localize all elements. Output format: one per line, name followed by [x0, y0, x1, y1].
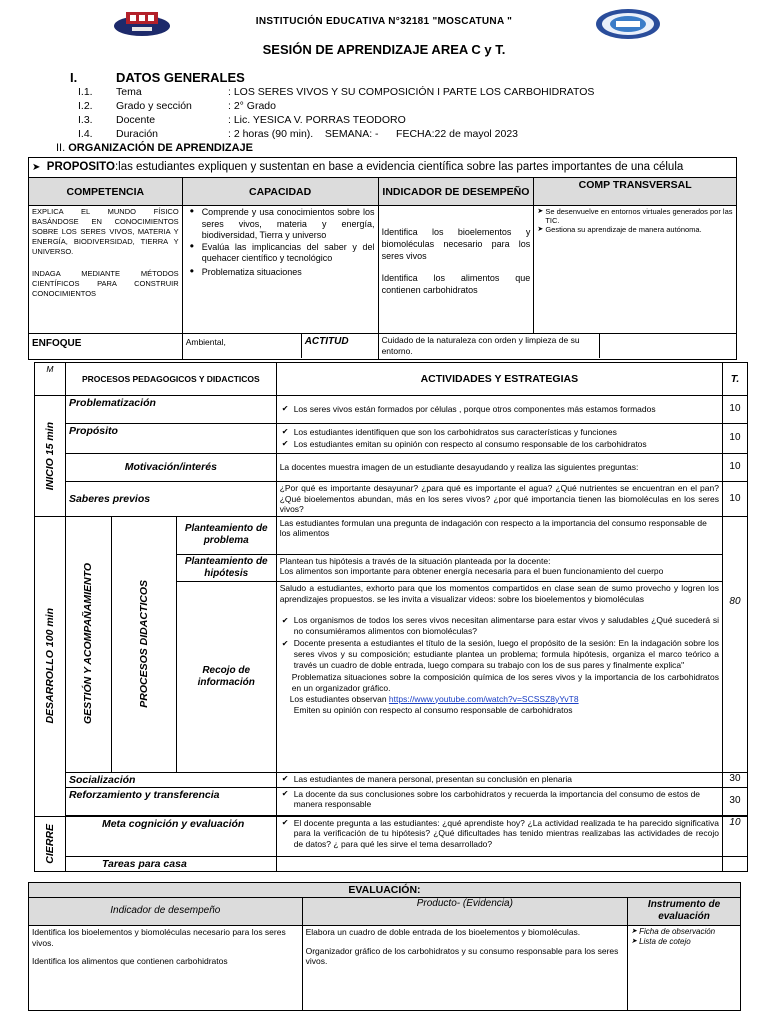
activities-table: [34, 362, 748, 872]
section-organizacion: [56, 142, 253, 154]
motivacion-label: Motivación/interés: [65, 454, 276, 482]
saberes-label: Saberes previos: [65, 482, 276, 517]
socializacion-label: Socialización: [65, 772, 276, 787]
cierre-cell: [35, 816, 66, 871]
hipotesis-cell: [276, 554, 722, 581]
section-datos-generales: [70, 70, 245, 85]
recojo-bullet-text: Docente presenta a estudiantes el título de la sesión, luego el propósito de la sesión: En la indagación sobre los seres vivos y su composición; estudiante plantea un problema; formula hipótesis, organiza el marco teórico a través un cuadro de doble entrada, luego compara su trabajo con los de sus pares y finalmente explica": [293, 637, 719, 670]
eval-producto-cell: [302, 926, 627, 1011]
row-key: Grado y sección: [116, 100, 192, 112]
procesos-label: PROCESOS DIDACTICOS: [137, 580, 150, 708]
eval-instrumento-item: ➤ Ficha de observación: [631, 927, 737, 937]
header-actividades: ACTIVIDADES Y ESTRATEGIAS: [276, 363, 722, 396]
competencia-text: EXPLICA EL MUNDO FÍSICO BASÁNDOSE EN CONOCIMIENTOS SOBRE LOS SERES VIVOS, MATERIA Y ENERGÍA, BIODIVERSIDAD, TIERRA Y UNIVERSO.: [32, 207, 179, 256]
competencia-cell: [29, 206, 183, 334]
meta-text: ✔ El docente pregunta a las estudiantes: ¿qué aprendiste hoy? ¿La actividad realizada te ha parecido significativa para la verificación de tu hipótesis? ¿Qué dificultades has tenido mientras realizabas las actividades de recojo de datos? ¿ para qué les sirve el tema desarrollado?: [280, 818, 719, 850]
recojo-paragraph: Emiten su opinión con respecto al consumo responsable de carbohidratos: [293, 704, 573, 715]
row-key: Tema: [116, 86, 142, 98]
competencia-text: INDAGA MEDIANTE MÉTODOS CIENTÍFICOS PARA CONSTRUIR CONOCIMIENTOS: [32, 269, 179, 298]
eval-header-instrumento: Instrumento de evaluación: [628, 898, 741, 926]
header-t: T.: [722, 363, 747, 396]
hipotesis-text: Los alimentos son importante para obtener energía necesaria para el buen funcionamiento del cuerpo: [279, 566, 664, 576]
eval-indicador-text: Identifica los bioelementos y biomoléculas necesario para los seres vivos.: [32, 927, 286, 948]
planteamiento-text: Las estudiantes formulan una pregunta de indagación con respecto a la importancia del consumo responsable de los alimentos: [276, 516, 722, 554]
transversal-item: ➤ Se desenvuelve en entornos virtuales generados por las TIC.: [537, 207, 733, 225]
problematizacion-time: 10: [722, 396, 747, 424]
section-number: I.: [70, 70, 78, 85]
enfoque-actitud-cell: [182, 334, 378, 360]
gestion-cell: [65, 516, 111, 772]
recojo-label: Recojo de información: [176, 581, 276, 772]
header-m: M: [35, 363, 66, 396]
row-value: : 2 horas (90 min). SEMANA: - FECHA:22 de mayol 2023: [228, 128, 519, 140]
header-competencia: COMPETENCIA: [29, 178, 183, 206]
transversal-cell: [534, 206, 737, 334]
actitud-label: ACTITUD: [301, 334, 378, 358]
proposito-text: :las estudiantes expliquen y sustentan en base a evidencia científica sobre las partes importantes de una célula: [114, 161, 684, 173]
institution-name: INSTITUCIÓN EDUCATIVA N°32181 "MOSCATUNA ": [255, 16, 513, 27]
planteamiento-label: Planteamiento de problema: [176, 516, 276, 554]
indicador-text: Identifica los alimentos que contienen carbohidratos: [381, 273, 531, 295]
actitud-cell: [378, 334, 736, 360]
ugel-ambo-logo: [594, 8, 662, 40]
problematizacion-text: ✔ Los seres vivos están formados por células , porque otros componentes más estamos formados: [280, 404, 719, 415]
saberes-text: ¿Por qué es importante desayunar? ¿para qué es importante el agua? ¿Qué nutrientes se encuentran en el pan? ¿Qué bioelementos abundan, más en los seres vivos? ¿por qué importancia tienen las biomoléculas en los seres vivos?: [276, 482, 722, 517]
tareas-label: Tareas para casa: [65, 856, 276, 871]
desarrollo-cell: [35, 516, 66, 816]
row-value: : LOS SERES VIVOS Y SU COMPOSICIÓN I PARTE LOS CARBOHIDRATOS: [228, 86, 595, 98]
inicio-cell: [35, 396, 66, 517]
row-value: : Lic. YESICA V. PORRAS TEODORO: [228, 114, 406, 126]
hipotesis-text: Plantean tus hipótesis a través de la situación planteada por la docente:: [279, 555, 551, 566]
meta-time: 10: [722, 816, 747, 856]
problematizacion-cell: [276, 396, 722, 424]
indicador-cell: [378, 206, 534, 334]
hipotesis-label: Planteamiento de hipótesis: [176, 554, 276, 581]
capacidad-item: • Evalúa las implicancias del saber y del quehacer científico y tecnológico: [186, 242, 375, 265]
reforzamiento-text: ✔ La docente da sus conclusiones sobre los carbohidratos y recuerda la importancia del consumo de estos de manera responsable: [280, 789, 719, 810]
cierre-label: CIERRE: [43, 823, 56, 864]
capacidad-cell: [182, 206, 378, 334]
datos-row: [78, 100, 276, 113]
video-link[interactable]: https://www.youtube.com/watch?v=SCSSZ8yYvT8: [388, 693, 579, 704]
desarrollo-time: 80: [722, 516, 747, 772]
eval-indicador-text: Identifica los alimentos que contienen carbohidratos: [32, 956, 228, 966]
row-key: Duración: [116, 128, 159, 140]
proposito-act-label: Propósito: [65, 424, 276, 454]
eval-indicador-cell: [29, 926, 303, 1011]
indicador-text: Identifica los bioelementos y biomoléculas necesario para los seres vivos: [381, 227, 531, 261]
capacidad-item: • Comprende y usa conocimientos sobre los seres vivos, materia y energía, biodiversidad, Tierra y universo: [186, 207, 375, 242]
motivacion-text: La docentes muestra imagen de un estudiante desayudando y realiza las siguientes preguntas:: [276, 454, 722, 482]
meta-cell: [276, 816, 722, 856]
eval-instrumento-item: ➤ Lista de cotejo: [631, 937, 737, 947]
capacidad-item: • Problematiza situaciones: [186, 267, 375, 279]
problematizacion-label: Problematización: [65, 396, 276, 424]
socializacion-time: 30: [722, 772, 747, 787]
proposito-row: ➤ PROPOSITO:las estudiantes expliquen y sustentan en base a evidencia científica sobre las partes importantes de una célula: [29, 158, 737, 178]
eval-instrumento-cell: [628, 926, 741, 1011]
datos-row: [78, 128, 518, 141]
procesos-cell: [111, 516, 176, 772]
header-capacidad: CAPACIDAD: [182, 178, 378, 206]
eval-header-producto: Producto- (Evidencia): [302, 898, 627, 926]
datos-row: [78, 86, 594, 99]
recojo-paragraph: Los estudiantes observan: [289, 693, 389, 704]
gestion-label: GESTIÓN Y ACOMPAÑAMIENTO: [82, 563, 95, 725]
eval-producto-text: Organizador gráfico de los carbohidratos y su consumo responsable para los seres vivos.: [305, 945, 619, 966]
section-heading: DATOS GENERALES: [116, 70, 245, 85]
saberes-time: 10: [722, 482, 747, 517]
desarrollo-label: DESARROLLO 100 min: [43, 608, 56, 724]
proposito-act-cell: [276, 424, 722, 454]
recojo-bullet-text: Los organismos de todos los seres vivos necesitan alimentarse para estar vivos y saludables ¿Qué sucederá si no consumiéramos alimentos con biomoléculas?: [293, 614, 719, 636]
enfoque-value: Ambiental,: [185, 337, 226, 347]
row-number: I.3.: [78, 114, 93, 126]
proposito-item: ✔ Los estudiantes identifiquen que son los carbohidratos sus características y funciones: [280, 427, 719, 438]
socializacion-cell: [276, 772, 722, 787]
proposito-label: PROPOSITO: [46, 161, 115, 173]
enfoque-label: ENFOQUE: [29, 334, 183, 360]
recojo-cell: [276, 581, 722, 772]
evaluation-table: [28, 882, 741, 1011]
proposito-item: ✔ Los estudiantes emitan su opinión con respecto al consumo responsable de los carbohidratos: [280, 439, 719, 450]
row-number: I.1.: [78, 86, 93, 98]
competence-table: [28, 157, 737, 360]
header-transversal: COMP TRANSVERSAL: [534, 178, 737, 206]
eval-header-indicador: Indicador de desempeño: [29, 898, 303, 926]
reforzamiento-time: 30: [722, 787, 747, 815]
row-key: Docente: [116, 114, 156, 126]
eval-producto-text: Elabora un cuadro de doble entrada de los bioelementos y biomoléculas.: [305, 927, 581, 937]
session-title: SESIÓN DE APRENDIZAJE AREA C y T.: [262, 42, 506, 57]
recojo-intro: Saludo a estudiantes, exhorto para que los momentos compartidos en clase sean de sumo provecho y logren los aprendizajes propuestos. se les invita a visualizar videos: sobre los bioelementos y biomoléculas: [279, 582, 719, 604]
header-procesos: PROCESOS PEDAGOGICOS Y DIDACTICOS: [65, 363, 276, 396]
section-heading: ORGANIZACIÓN DE APRENDIZAJE: [68, 142, 254, 154]
inicio-label: INICIO 15 min: [43, 421, 56, 490]
row-number: I.4.: [78, 128, 93, 140]
recojo-bullet: [280, 615, 719, 637]
actitud-value: Cuidado de la naturaleza con orden y limpieza de su entorno.: [381, 335, 580, 356]
recojo-bullet: [280, 638, 719, 671]
evaluation-title: EVALUACIÓN:: [29, 883, 741, 898]
recojo-paragraph: Problematiza situaciones sobre la composición química de los seres vivos y la importancia de los carbohidratos en un organizador gráfico.: [291, 671, 719, 693]
proposito-time: 10: [722, 424, 747, 454]
motivacion-time: 10: [722, 454, 747, 482]
transversal-item: ➤ Gestiona su aprendizaje de manera autónoma.: [537, 225, 733, 234]
row-number: I.2.: [78, 100, 93, 112]
meta-label: Meta cognición y evaluación: [65, 816, 276, 856]
header-indicador: INDICADOR DE DESEMPEÑO: [378, 178, 534, 206]
section-number: II.: [56, 142, 66, 154]
reforzamiento-cell: [276, 787, 722, 815]
reforzamiento-label: Reforzamiento y transferencia: [65, 787, 276, 815]
socializacion-text: ✔ Las estudiantes de manera personal, presentan su conclusión en plenaria: [280, 774, 719, 785]
row-value: : 2° Grado: [228, 100, 276, 112]
datos-row: [78, 114, 406, 127]
